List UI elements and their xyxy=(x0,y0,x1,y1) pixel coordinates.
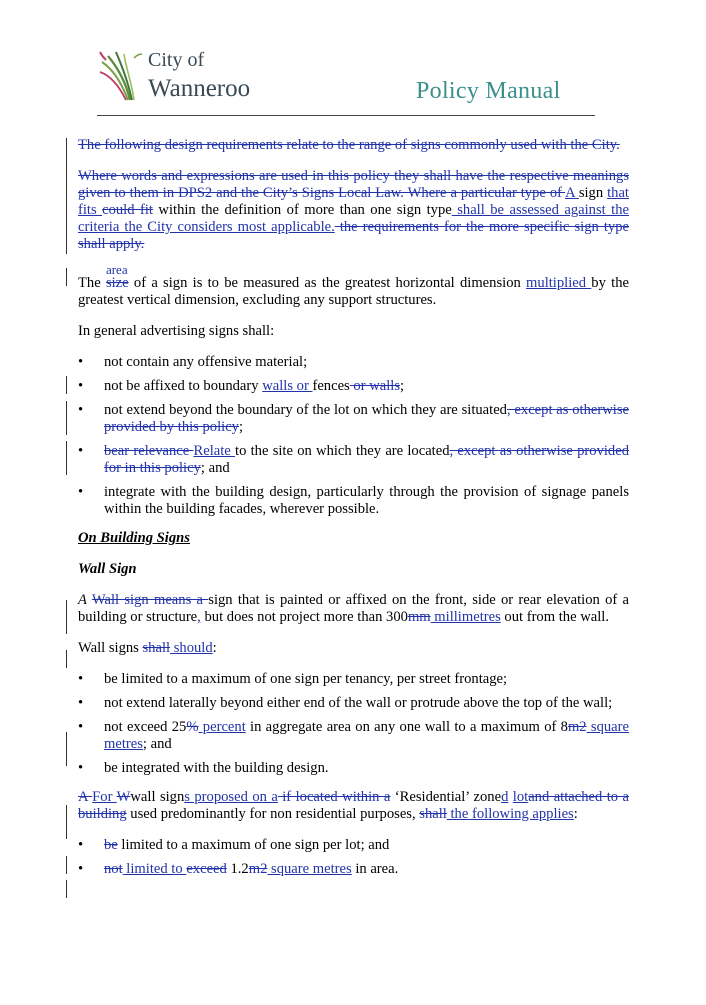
general-requirements-list xyxy=(78,354,629,518)
list-item: • not contain any offensive material; xyxy=(78,354,629,371)
deleted-text: size xyxy=(105,275,129,291)
inserted-text: millimetres xyxy=(430,609,501,625)
body-text: ; and xyxy=(200,460,230,476)
paragraph-sign-area xyxy=(78,262,629,309)
deleted-text: The following design requirements relate to the range of signs commonly used with the City. xyxy=(78,137,620,153)
body-text: but does not project more than 300 xyxy=(200,609,408,625)
paragraph-intro xyxy=(78,137,629,154)
deleted-text: the requirements for the more specific sign type shall apply. xyxy=(78,219,629,252)
inserted-text: s proposed on a xyxy=(184,789,278,805)
list-item xyxy=(78,861,629,878)
deleted-text: shall xyxy=(419,806,447,822)
deleted-text: or walls xyxy=(349,378,401,394)
list-item: • be integrated with the building design. xyxy=(78,760,629,777)
deleted-text: m2 xyxy=(567,719,587,735)
change-bar xyxy=(66,376,67,394)
wall-sign-requirements-list xyxy=(78,671,629,777)
list-item xyxy=(78,443,629,477)
body-text: ; xyxy=(238,419,244,435)
body-text: not exceed 25 xyxy=(104,719,187,735)
deleted-text: not xyxy=(104,861,123,877)
body-text: The xyxy=(78,275,106,291)
inserted-text: Relate xyxy=(193,443,236,459)
page-title: Policy Manual xyxy=(416,78,561,104)
change-bar xyxy=(66,856,67,874)
inserted-text: limited to xyxy=(122,861,187,877)
inserted-text: square metres xyxy=(267,861,352,877)
change-bar xyxy=(66,600,67,634)
change-bar xyxy=(66,650,67,668)
paragraph-general: In general advertising signs shall: xyxy=(78,323,275,339)
change-bar xyxy=(66,401,67,435)
deleted-text: could fit xyxy=(102,202,153,218)
deleted-text: bear relevance xyxy=(104,443,194,459)
body-text: wall sign xyxy=(130,789,185,805)
deleted-text: Where words and expressions are used in this policy they shall have the respective meanings given to them in DPS2 and the City’s Signs Local Law. Where a particular type of xyxy=(78,168,629,201)
body-text: not extend beyond the boundary of the lot on which they are situated xyxy=(104,402,507,418)
inserted-text: the following applies xyxy=(446,806,574,822)
paragraph-definitions xyxy=(78,168,629,253)
subsection-heading: Wall Sign xyxy=(78,561,137,577)
deleted-text: and attached to a building xyxy=(78,789,629,822)
deleted-text: be xyxy=(104,837,118,853)
body-text: 1.2 xyxy=(226,861,249,877)
inserted-text: that fits xyxy=(78,185,629,218)
inserted-text: A xyxy=(565,185,579,201)
inserted-text: d xyxy=(501,789,509,805)
logo-line-2: Wanneroo xyxy=(148,75,251,102)
deleted-text: A xyxy=(78,789,93,805)
inserted-text: lot xyxy=(512,789,529,805)
deleted-text: m2 xyxy=(248,861,268,877)
body-text: ; xyxy=(400,378,405,394)
body-text: sign that is painted or affixed on the front, side or rear elevation of a building or structure xyxy=(78,592,629,625)
list-item xyxy=(78,378,629,395)
change-bar xyxy=(66,805,67,839)
deleted-text: exceed xyxy=(186,861,227,877)
change-bar xyxy=(66,138,67,254)
list-item: • not extend laterally beyond either end of the wall or protrude above the top of the wall; xyxy=(78,695,629,712)
deleted-text: % xyxy=(186,719,199,735)
inserted-text: shall be assessed against the criteria the City considers most applicable. xyxy=(78,202,630,235)
body-text: by the greatest vertical dimension, excluding any support structures. xyxy=(78,275,629,308)
deleted-text: shall xyxy=(142,640,171,656)
list-item xyxy=(78,719,629,753)
deleted-text: Wall sign means a xyxy=(91,592,209,608)
body-text: Wall signs xyxy=(78,640,143,656)
section-heading: On Building Signs xyxy=(78,530,190,546)
body-text: A xyxy=(78,592,92,608)
list-item: • be limited to a maximum of one sign per tenancy, per street frontage; xyxy=(78,671,629,688)
body-text: in aggregate area on any one wall to a maximum of 8 xyxy=(245,719,568,735)
document-body xyxy=(78,137,629,890)
inserted-text: percent xyxy=(198,719,246,735)
inserted-text: multiplied xyxy=(526,275,592,291)
body-text: not be affixed to boundary xyxy=(104,378,263,394)
change-bar xyxy=(66,268,67,286)
body-text: ; and xyxy=(142,736,172,752)
body-text: limited to a maximum of one sign per lot; and xyxy=(117,837,390,853)
body-text: out from the wall. xyxy=(500,609,609,625)
list-item xyxy=(78,837,629,854)
inserted-text: , xyxy=(197,609,201,625)
change-bar xyxy=(66,441,67,475)
body-text: sign xyxy=(578,185,608,201)
body-text: of a sign is to be measured as the greatest horizontal dimension xyxy=(128,275,527,291)
inserted-text: should xyxy=(170,640,213,656)
body-text: within the definition of more than one sign type xyxy=(152,202,452,218)
body-text: : xyxy=(573,806,578,822)
list-item xyxy=(78,402,629,436)
body-text: : xyxy=(212,640,217,656)
logo-line-1: City of xyxy=(148,49,205,71)
deleted-text: W xyxy=(116,789,131,805)
inserted-text: square metres xyxy=(104,719,629,752)
change-bar xyxy=(66,732,67,766)
paragraph-residential xyxy=(78,789,629,823)
header-divider xyxy=(97,115,595,116)
paragraph-wall-sign-definition xyxy=(78,592,629,626)
body-text: in area. xyxy=(351,861,399,877)
inserted-word-above: area xyxy=(105,262,128,277)
inserted-text: For xyxy=(92,789,117,805)
change-bar xyxy=(66,880,67,898)
deleted-text: , except as otherwise provided by this policy xyxy=(104,402,629,435)
residential-requirements-list xyxy=(78,837,629,878)
body-text: ‘Residential’ zone xyxy=(390,789,502,805)
inserted-text: walls or xyxy=(262,378,313,394)
revised-word xyxy=(105,262,129,292)
body-text: to the site on which they are located xyxy=(235,443,450,459)
paragraph-wall-signs xyxy=(78,640,629,657)
body-text: used predominantly for non residential purposes, xyxy=(126,806,420,822)
body-text: fences xyxy=(312,378,350,394)
deleted-text: , except as otherwise provided for in this policy xyxy=(104,443,629,476)
deleted-text: if located within a xyxy=(277,789,391,805)
deleted-text: mm xyxy=(407,609,431,625)
list-item: • integrate with the building design, particularly through the provision of signage panels within the building facades, wherever possible. xyxy=(78,484,629,518)
